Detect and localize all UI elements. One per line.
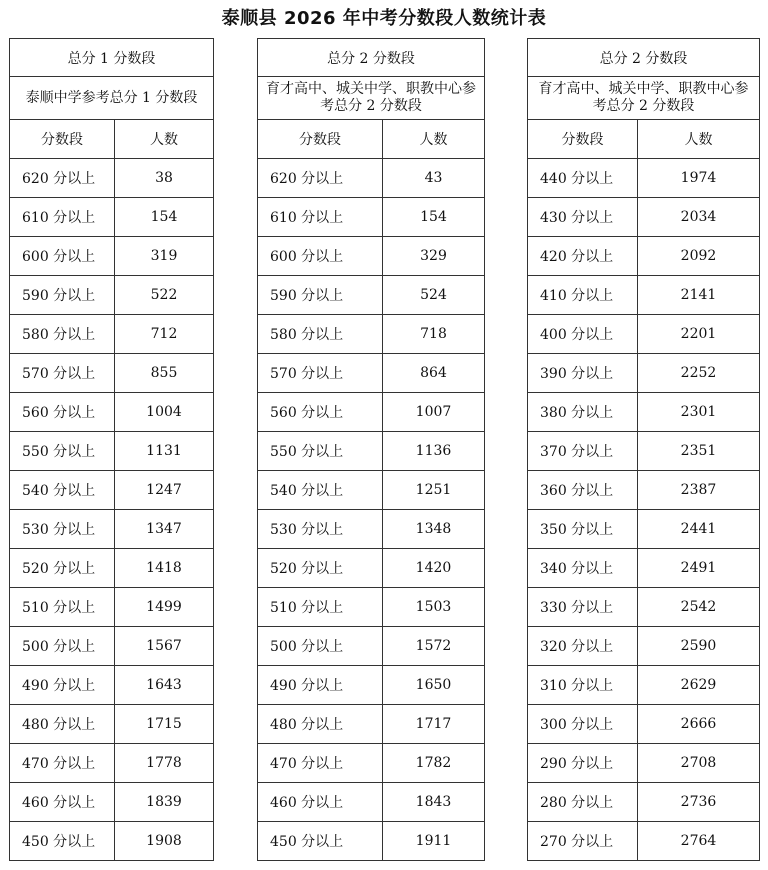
table-row [258,588,485,627]
table-row [10,393,214,432]
table-row [528,276,760,315]
score-range-cell: 610 分以上 [258,198,383,237]
table-row [258,354,485,393]
table-row [258,471,485,510]
count-cell: 1136 [383,432,485,471]
table-row [10,198,214,237]
score-range-cell: 450 分以上 [258,822,383,861]
score-range-cell: 400 分以上 [528,315,638,354]
column-header-score: 分数段 [10,120,115,159]
score-range-cell: 560 分以上 [10,393,115,432]
count-cell: 319 [115,237,214,276]
count-cell: 1418 [115,549,214,588]
count-cell: 2441 [638,510,760,549]
score-range-cell: 470 分以上 [10,744,115,783]
table-row [10,783,214,822]
count-cell: 2092 [638,237,760,276]
count-cell: 2252 [638,354,760,393]
count-cell: 1911 [383,822,485,861]
score-range-cell: 570 分以上 [10,354,115,393]
count-cell: 2666 [638,705,760,744]
score-range-cell: 520 分以上 [10,549,115,588]
score-range-cell: 550 分以上 [258,432,383,471]
score-range-cell: 270 分以上 [528,822,638,861]
table-row [528,549,760,588]
count-cell: 38 [115,159,214,198]
table-row [10,354,214,393]
score-range-cell: 330 分以上 [528,588,638,627]
table-row [258,276,485,315]
table-row [10,510,214,549]
table-row [10,159,214,198]
score-range-cell: 370 分以上 [528,432,638,471]
score-range-cell: 530 分以上 [10,510,115,549]
column-header-count: 人数 [638,120,760,159]
count-cell: 1131 [115,432,214,471]
count-cell: 329 [383,237,485,276]
table-row [258,315,485,354]
count-cell: 2491 [638,549,760,588]
table-subheader: 育才高中、城关中学、职教中心参考总分 2 分数段 [258,77,485,120]
score-range-cell: 480 分以上 [258,705,383,744]
score-range-cell: 280 分以上 [528,783,638,822]
count-cell: 2387 [638,471,760,510]
table-row [528,627,760,666]
table-row [258,822,485,861]
table-row [258,783,485,822]
table-row [258,705,485,744]
score-range-cell: 410 分以上 [528,276,638,315]
table-row [10,549,214,588]
count-cell: 2351 [638,432,760,471]
table-row [528,510,760,549]
score-table-2 [257,38,485,861]
table-row [528,822,760,861]
count-cell: 1782 [383,744,485,783]
count-cell: 1974 [638,159,760,198]
score-range-cell: 620 分以上 [258,159,383,198]
table-row [10,237,214,276]
count-cell: 864 [383,354,485,393]
table-row [10,705,214,744]
table-row [528,744,760,783]
count-cell: 2629 [638,666,760,705]
count-cell: 1347 [115,510,214,549]
table-row [10,315,214,354]
score-range-cell: 530 分以上 [258,510,383,549]
score-range-cell: 390 分以上 [528,354,638,393]
count-cell: 1348 [383,510,485,549]
table-header: 总分 2 分数段 [528,39,760,77]
table-row [10,588,214,627]
column-header-count: 人数 [115,120,214,159]
score-range-cell: 490 分以上 [10,666,115,705]
count-cell: 2301 [638,393,760,432]
score-range-cell: 320 分以上 [528,627,638,666]
table-row [10,627,214,666]
count-cell: 1503 [383,588,485,627]
count-cell: 1247 [115,471,214,510]
count-cell: 154 [115,198,214,237]
count-cell: 1499 [115,588,214,627]
score-range-cell: 310 分以上 [528,666,638,705]
table-row [258,627,485,666]
score-range-cell: 540 分以上 [10,471,115,510]
count-cell: 1251 [383,471,485,510]
count-cell: 2201 [638,315,760,354]
count-cell: 1643 [115,666,214,705]
table-row [10,276,214,315]
table-row [528,315,760,354]
table-row [528,471,760,510]
count-cell: 2542 [638,588,760,627]
count-cell: 43 [383,159,485,198]
table-row [10,432,214,471]
table-row [528,393,760,432]
count-cell: 1567 [115,627,214,666]
count-cell: 2034 [638,198,760,237]
table-row [258,393,485,432]
count-cell: 2141 [638,276,760,315]
score-range-cell: 610 分以上 [10,198,115,237]
table-header: 总分 1 分数段 [10,39,214,77]
table-row [258,510,485,549]
score-range-cell: 450 分以上 [10,822,115,861]
score-range-cell: 420 分以上 [528,237,638,276]
score-range-cell: 350 分以上 [528,510,638,549]
column-header-score: 分数段 [258,120,383,159]
count-cell: 1839 [115,783,214,822]
score-range-cell: 460 分以上 [10,783,115,822]
table-row [528,237,760,276]
count-cell: 522 [115,276,214,315]
score-range-cell: 590 分以上 [258,276,383,315]
table-subheader: 泰顺中学参考总分 1 分数段 [10,77,214,120]
score-range-cell: 470 分以上 [258,744,383,783]
table-row [258,744,485,783]
score-range-cell: 580 分以上 [10,315,115,354]
count-cell: 1572 [383,627,485,666]
score-range-cell: 620 分以上 [10,159,115,198]
table-row [258,237,485,276]
score-range-cell: 430 分以上 [528,198,638,237]
count-cell: 712 [115,315,214,354]
score-range-cell: 600 分以上 [10,237,115,276]
table-row [10,666,214,705]
table-row [258,432,485,471]
table-row [258,159,485,198]
score-range-cell: 560 分以上 [258,393,383,432]
count-cell: 1715 [115,705,214,744]
table-row [528,198,760,237]
count-cell: 2590 [638,627,760,666]
score-range-cell: 460 分以上 [258,783,383,822]
score-range-cell: 520 分以上 [258,549,383,588]
table-row [10,744,214,783]
table-row [528,588,760,627]
count-cell: 1908 [115,822,214,861]
page-title: 泰顺县 2026 年中考分数段人数统计表 [221,8,547,29]
score-range-cell: 500 分以上 [258,627,383,666]
count-cell: 2708 [638,744,760,783]
score-range-cell: 510 分以上 [10,588,115,627]
count-cell: 1778 [115,744,214,783]
table-row [258,666,485,705]
table-row [528,705,760,744]
score-range-cell: 340 分以上 [528,549,638,588]
table-subheader: 育才高中、城关中学、职教中心参考总分 2 分数段 [528,77,760,120]
score-range-cell: 570 分以上 [258,354,383,393]
score-range-cell: 480 分以上 [10,705,115,744]
table-row [258,198,485,237]
score-range-cell: 590 分以上 [10,276,115,315]
table-row [528,432,760,471]
score-table-3 [527,38,760,861]
table-row [528,783,760,822]
score-range-cell: 580 分以上 [258,315,383,354]
count-cell: 154 [383,198,485,237]
count-cell: 2764 [638,822,760,861]
count-cell: 1007 [383,393,485,432]
table-row [528,354,760,393]
score-range-cell: 510 分以上 [258,588,383,627]
score-range-cell: 490 分以上 [258,666,383,705]
table-header: 总分 2 分数段 [258,39,485,77]
count-cell: 1004 [115,393,214,432]
score-range-cell: 360 分以上 [528,471,638,510]
count-cell: 855 [115,354,214,393]
table-row [10,822,214,861]
table-row [528,159,760,198]
count-cell: 2736 [638,783,760,822]
score-range-cell: 380 分以上 [528,393,638,432]
column-header-count: 人数 [383,120,485,159]
table-row [10,471,214,510]
column-header-score: 分数段 [528,120,638,159]
count-cell: 1420 [383,549,485,588]
score-range-cell: 500 分以上 [10,627,115,666]
table-row [528,666,760,705]
score-range-cell: 540 分以上 [258,471,383,510]
score-range-cell: 300 分以上 [528,705,638,744]
count-cell: 718 [383,315,485,354]
score-range-cell: 440 分以上 [528,159,638,198]
table-row [258,549,485,588]
count-cell: 1717 [383,705,485,744]
score-range-cell: 290 分以上 [528,744,638,783]
count-cell: 1650 [383,666,485,705]
score-range-cell: 600 分以上 [258,237,383,276]
count-cell: 524 [383,276,485,315]
score-table-1 [9,38,214,861]
score-range-cell: 550 分以上 [10,432,115,471]
count-cell: 1843 [383,783,485,822]
